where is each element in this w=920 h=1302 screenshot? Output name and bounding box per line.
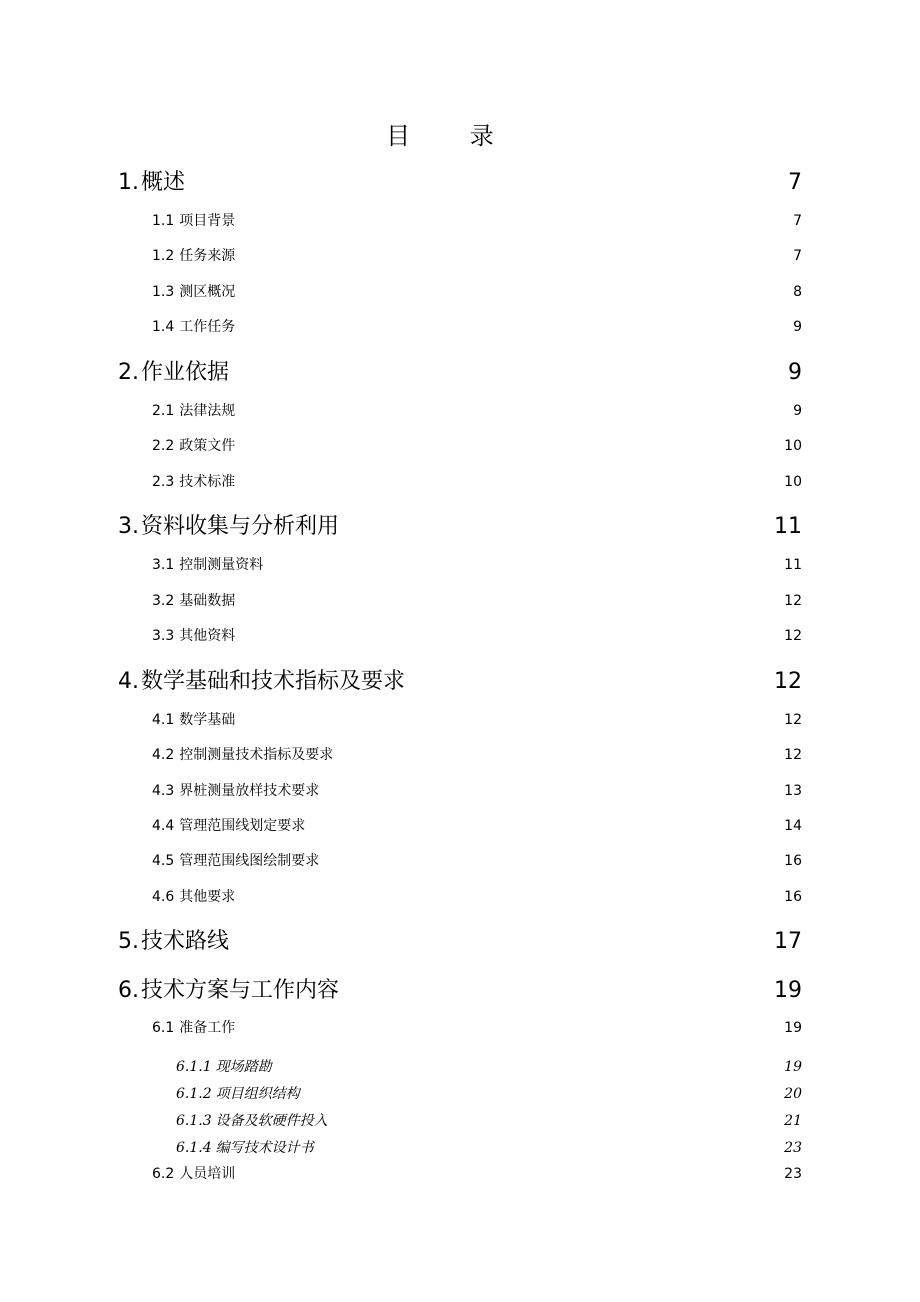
toc-entry-page: 14 xyxy=(784,818,802,834)
toc-entry-1-2[interactable] xyxy=(152,245,802,267)
toc-entry-6-2[interactable] xyxy=(152,1163,802,1185)
toc-entry-number: 1.1 xyxy=(152,213,175,229)
toc-entry-6-1[interactable] xyxy=(152,1017,802,1039)
toc-entry-text: 政策文件 xyxy=(179,438,236,454)
toc-entry-text: 技术方案与工作内容 xyxy=(141,978,340,1003)
toc-entry-number: 6.1.3 xyxy=(176,1113,212,1129)
toc-entry-4-5[interactable] xyxy=(152,850,802,872)
toc-entry-text: 其他资料 xyxy=(179,628,236,644)
toc-entry-number: 6.1.4 xyxy=(176,1140,212,1156)
toc-entry-page: 12 xyxy=(784,712,802,728)
toc-entry-page: 12 xyxy=(774,669,802,694)
toc-entry-page: 23 xyxy=(784,1140,802,1156)
toc-entry-text: 现场踏勘 xyxy=(215,1059,272,1075)
toc-entry-page: 16 xyxy=(784,889,802,905)
toc-entry-number: 4.2 xyxy=(152,747,175,763)
toc-entry-number: 4.6 xyxy=(152,889,175,905)
toc-entry-page: 7 xyxy=(788,170,802,195)
toc-entry-text: 数学基础和技术指标及要求 xyxy=(141,669,406,694)
toc-entry-1[interactable] xyxy=(118,168,802,198)
toc-entry-number: 6.1 xyxy=(152,1020,175,1036)
toc-entry-page: 9 xyxy=(793,319,802,335)
toc-entry-page: 17 xyxy=(774,929,802,954)
toc-entry-6-1-3[interactable] xyxy=(176,1110,802,1132)
toc-entry-3-1[interactable] xyxy=(152,554,802,576)
toc-entry-page: 9 xyxy=(788,360,802,385)
toc-entry-number: 6. xyxy=(118,978,139,1003)
toc-entry-text: 测区概况 xyxy=(179,284,236,300)
toc-entry-text: 基础数据 xyxy=(179,593,236,609)
toc-entry-page: 12 xyxy=(784,593,802,609)
toc-entry-number: 1. xyxy=(118,170,139,195)
toc-entry-number: 2.2 xyxy=(152,438,175,454)
toc-entry-1-4[interactable] xyxy=(152,316,802,338)
toc-entry-page: 21 xyxy=(784,1113,802,1129)
toc-entry-number: 4.3 xyxy=(152,783,175,799)
toc-entry-text: 管理范围线图绘制要求 xyxy=(179,853,320,869)
toc-entry-number: 3. xyxy=(118,514,139,539)
toc-entry-page: 12 xyxy=(784,628,802,644)
toc-entry-text: 人员培训 xyxy=(179,1166,236,1182)
toc-entry-text: 编写技术设计书 xyxy=(215,1140,314,1156)
toc-entry-page: 10 xyxy=(784,474,802,490)
toc-entry-1-3[interactable] xyxy=(152,281,802,303)
toc-entry-1-1[interactable] xyxy=(152,210,802,232)
toc-entry-2-3[interactable] xyxy=(152,471,802,493)
toc-entry-page: 10 xyxy=(784,438,802,454)
toc-entry-text: 界桩测量放样技术要求 xyxy=(179,783,320,799)
toc-entry-number: 2.3 xyxy=(152,474,175,490)
toc-entry-text: 项目组织结构 xyxy=(215,1086,300,1102)
toc-entry-6-1-2[interactable] xyxy=(176,1083,802,1105)
page-title: 目 录 xyxy=(386,122,520,150)
toc-entry-text: 数学基础 xyxy=(179,712,236,728)
toc-entry-page: 11 xyxy=(774,514,802,539)
toc-entry-text: 概述 xyxy=(141,170,186,195)
toc-entry-4[interactable] xyxy=(118,667,802,697)
toc-entry-2-1[interactable] xyxy=(152,400,802,422)
toc-entry-text: 管理范围线划定要求 xyxy=(179,818,306,834)
toc-entry-page: 13 xyxy=(784,783,802,799)
toc-entry-page: 16 xyxy=(784,853,802,869)
toc-entry-page: 20 xyxy=(784,1086,802,1102)
toc-entry-4-4[interactable] xyxy=(152,815,802,837)
toc-entry-2-2[interactable] xyxy=(152,435,802,457)
toc-entry-text: 设备及软硬件投入 xyxy=(215,1113,328,1129)
toc-entry-number: 6.1.2 xyxy=(176,1086,212,1102)
toc-entry-4-1[interactable] xyxy=(152,709,802,731)
toc-entry-4-3[interactable] xyxy=(152,780,802,802)
toc-entry-number: 3.1 xyxy=(152,557,175,573)
toc-entry-page: 9 xyxy=(793,403,802,419)
toc-entry-page: 23 xyxy=(784,1166,802,1182)
toc-entry-text: 资料收集与分析利用 xyxy=(141,514,340,539)
toc-entry-page: 19 xyxy=(774,978,802,1003)
toc-entry-text: 工作任务 xyxy=(179,319,236,335)
toc-entry-text: 技术标准 xyxy=(179,474,236,490)
toc-entry-page: 7 xyxy=(793,248,802,264)
toc-entry-number: 6.2 xyxy=(152,1166,175,1182)
toc-entry-number: 3.3 xyxy=(152,628,175,644)
toc-entry-number: 4.5 xyxy=(152,853,175,869)
toc-entry-number: 5. xyxy=(118,929,139,954)
toc-entry-number: 1.4 xyxy=(152,319,175,335)
toc-entry-number: 1.3 xyxy=(152,284,175,300)
toc-entry-text: 控制测量技术指标及要求 xyxy=(179,747,334,763)
toc-entry-page: 19 xyxy=(784,1059,802,1075)
toc-entry-3-3[interactable] xyxy=(152,625,802,647)
toc-entry-number: 2. xyxy=(118,360,139,385)
toc-entry-6[interactable] xyxy=(118,976,802,1006)
toc-entry-5[interactable] xyxy=(118,927,802,957)
toc-entry-number: 4. xyxy=(118,669,139,694)
toc-entry-4-2[interactable] xyxy=(152,744,802,766)
toc-entry-text: 准备工作 xyxy=(179,1020,236,1036)
toc-entry-page: 19 xyxy=(784,1020,802,1036)
toc-entry-4-6[interactable] xyxy=(152,886,802,908)
toc-entry-text: 控制测量资料 xyxy=(179,557,264,573)
toc-entry-text: 法律法规 xyxy=(179,403,236,419)
toc-entry-text: 技术路线 xyxy=(141,929,230,954)
toc-entry-3[interactable] xyxy=(118,512,802,542)
toc-entry-text: 项目背景 xyxy=(179,213,236,229)
toc-entry-text: 作业依据 xyxy=(141,360,230,385)
toc-entry-6-1-1[interactable] xyxy=(176,1056,802,1078)
toc-entry-2[interactable] xyxy=(118,358,802,388)
toc-entry-number: 6.1.1 xyxy=(176,1059,212,1075)
toc-entry-page: 7 xyxy=(793,213,802,229)
toc-entry-number: 4.1 xyxy=(152,712,175,728)
toc-entry-number: 3.2 xyxy=(152,593,175,609)
toc-entry-text: 任务来源 xyxy=(179,248,236,264)
toc-entry-text: 其他要求 xyxy=(179,889,236,905)
toc-entry-page: 11 xyxy=(784,557,802,573)
toc-entry-6-1-4[interactable] xyxy=(176,1137,802,1159)
toc-entry-number: 2.1 xyxy=(152,403,175,419)
toc-entry-number: 4.4 xyxy=(152,818,175,834)
toc-entry-number: 1.2 xyxy=(152,248,175,264)
toc-entry-3-2[interactable] xyxy=(152,590,802,612)
toc-entry-page: 8 xyxy=(793,284,802,300)
toc-entry-page: 12 xyxy=(784,747,802,763)
